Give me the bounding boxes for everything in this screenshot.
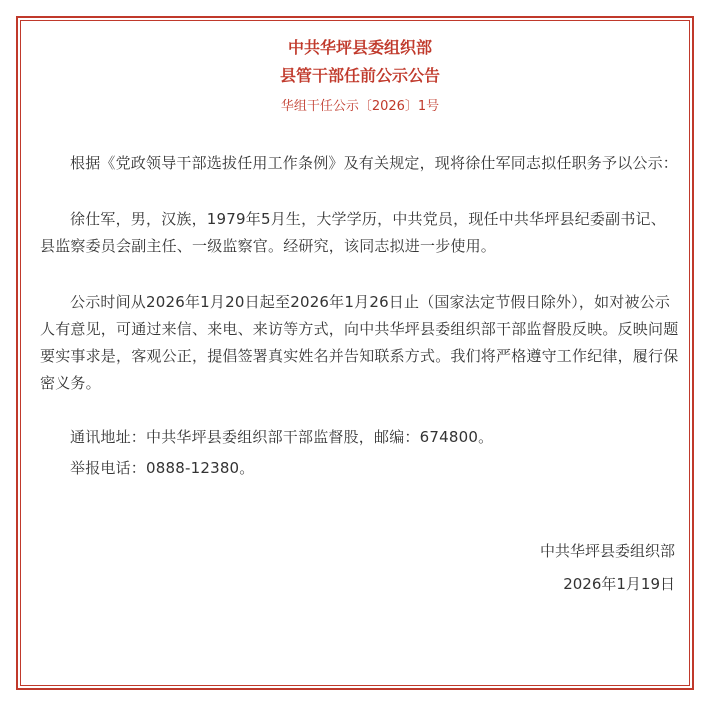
phone-line: 举报电话：0888-12380。 <box>70 459 255 477</box>
signature-org: 中共华坪县委组织部 <box>539 542 675 560</box>
announcement-content <box>40 30 680 598</box>
org-title: 中共华坪县委组织部 <box>287 38 432 57</box>
notice-period-paragraph: 公示时间从2026年1月20日起至2026年1月26日止（国家法定节假日除外），如对被公示人有意见，可通过来信、来电、来访等方式，向中共华坪县委组织部干部监督股反映。反映问题要实事求是，客观公正，提倡签署真实姓名并告知联系方式。我们将严格遵守工作纪律，履行保密义务。 <box>40 293 679 392</box>
candidate-paragraph: 徐仕军，男，汉族，1979年5月生，大学学历，中共党员，现任中共华坪县纪委副书记、县监察委员会副主任、一级监察官。经研究，该同志拟进一步使用。 <box>40 210 666 255</box>
address-line: 通讯地址：中共华坪县委组织部干部监督股，邮编：674800。 <box>70 428 494 446</box>
announcement-title: 县管干部任前公示公告 <box>279 66 440 85</box>
signature-date: 2026年1月19日 <box>563 575 675 593</box>
document-number: 华组干任公示〔2026〕1号 <box>280 99 440 114</box>
intro-paragraph: 根据《党政领导干部选拔任用工作条例》及有关规定，现将徐仕军同志拟任职务予以公示： <box>70 154 679 172</box>
